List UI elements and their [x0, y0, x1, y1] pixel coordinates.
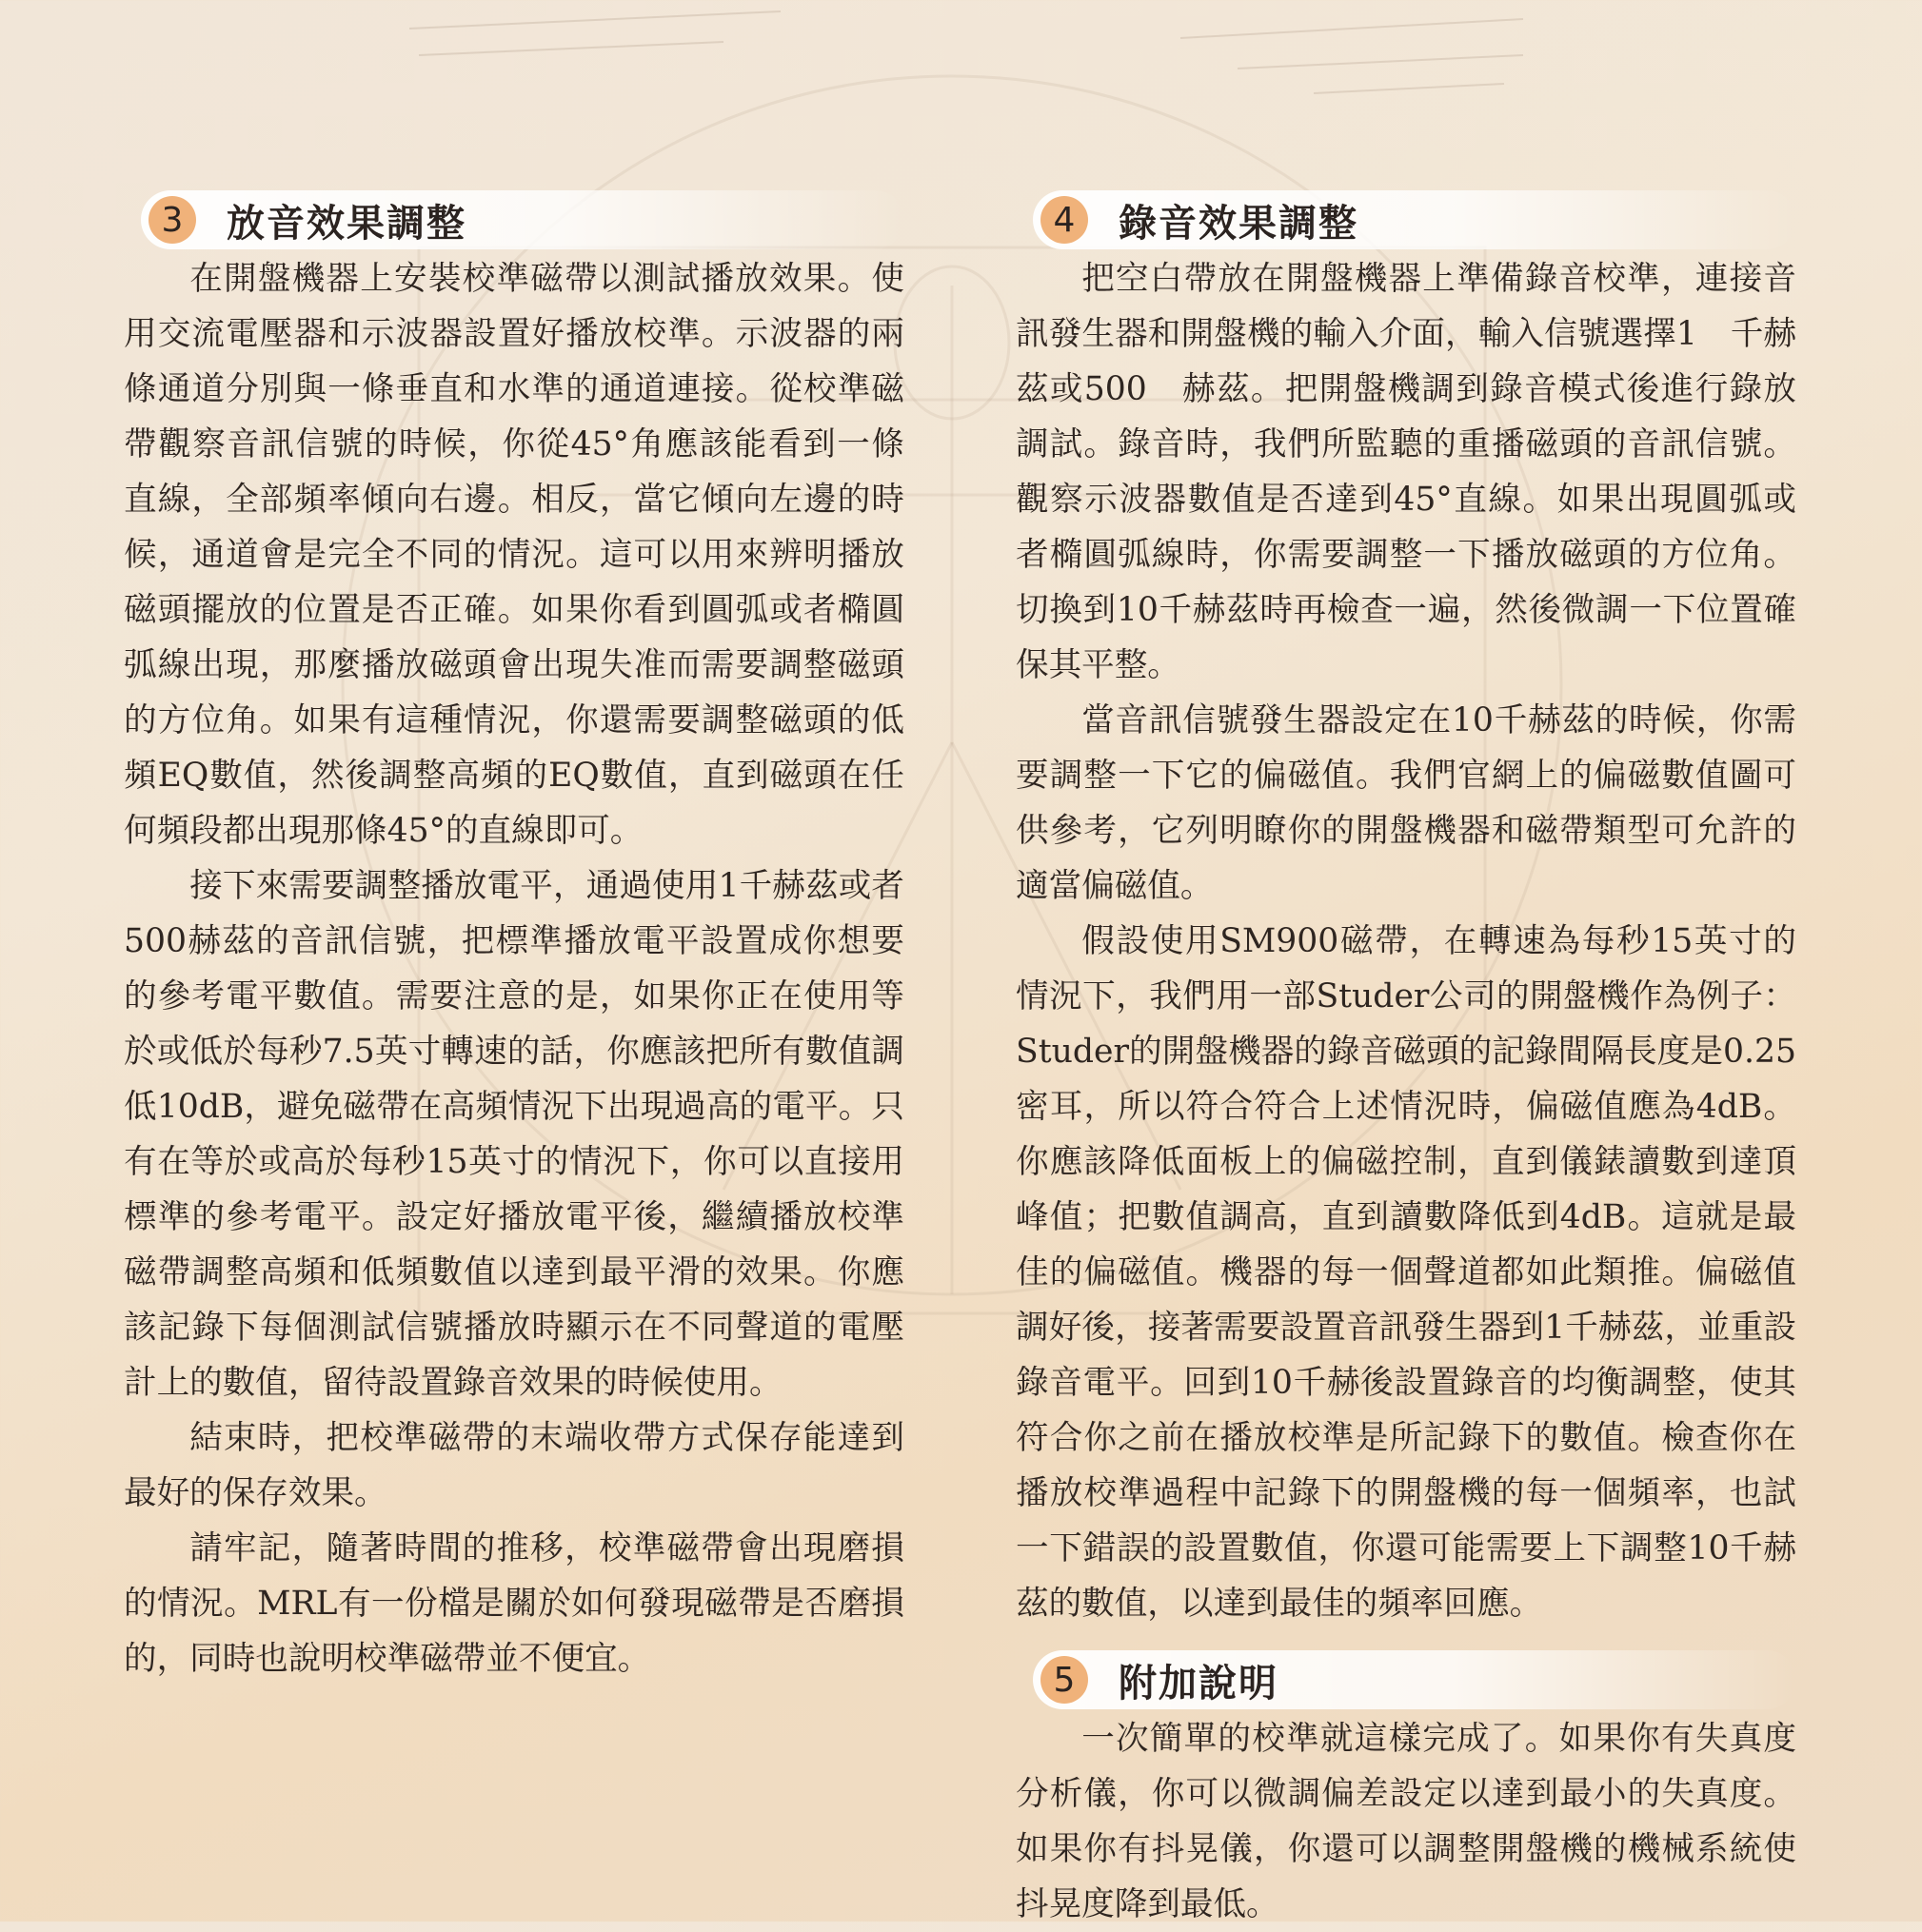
section-3-paragraph-4: 請牢記，隨著時間的推移，校準磁帶會出現磨損的情況。MRL有一份檔是關於如何發現磁帶是否磨損的，同時也說明校準磁帶並不便宜。	[124, 1529, 904, 1678]
section-3-header	[141, 190, 904, 249]
section-4-paragraph-2: 當音訊信號發生器設定在10千赫茲的時候，你需要調整一下它的偏磁值。我們官網上的偏磁數值圖可供參考，它列明瞭你的開盤機器和磁帶類型可允許的適當偏磁值。	[1016, 701, 1796, 905]
section-3-paragraph-3: 結束時，把校準磁帶的末端收帶方式保存能達到最好的保存效果。	[124, 1419, 904, 1512]
section-4-paragraph-1: 把空白帶放在開盤機器上準備錄音校準，連接音訊發生器和開盤機的輸入介面，輸入信號選擇1 千赫茲或500 赫茲。把開盤機調到錄音模式後進行錄放調試。錄音時，我們所監聽的重播磁頭的音訊信號。觀察示波器數值是否達到45°直線。如果出現圓弧或者橢圓弧線時，你需要調整一下播放磁頭的方位角。切換到10千赫茲時再檢查一遍，然後微調一下位置確保其平整。	[1016, 260, 1796, 684]
section-4-number-badge: 4	[1040, 196, 1088, 244]
section-4-column	[1016, 190, 1796, 1932]
section-4-header	[1033, 190, 1796, 249]
section-5-paragraph-1: 一次簡單的校準就這樣完成了。如果你有失真度分析儀，你可以微調偏差設定以達到最小的失真度。如果你有抖晃儀，你還可以調整開盤機的機械系統使抖晃度降到最低。	[1016, 1720, 1796, 1923]
section-4-title: 錄音效果調整	[1119, 201, 1358, 246]
section-3-paragraph-2: 接下來需要調整播放電平，通過使用1千赫茲或者500赫茲的音訊信號，把標準播放電平設置成你想要的參考電平數值。需要注意的是，如果你正在使用等於或低於每秒7.5英寸轉速的話，你應該把所有數值調低10dB，避免磁帶在高頻情況下出現過高的電平。只有在等於或高於每秒15英寸的情況下，你可以直接用標準的參考電平。設定好播放電平後，繼續播放校準磁帶調整高頻和低頻數值以達到最平滑的效果。你應該記錄下每個測試信號播放時顯示在不同聲道的電壓計上的數值，留待設置錄音效果的時候使用。	[124, 867, 904, 1402]
section-3-number-badge: 3	[149, 196, 196, 244]
section-3-column	[124, 190, 904, 1686]
section-3-paragraph-1: 在開盤機器上安裝校準磁帶以測試播放效果。使用交流電壓器和示波器設置好播放校準。示波器的兩條通道分別與一條垂直和水準的通道連接。從校準磁帶觀察音訊信號的時候，你從45°角應該能看到一條直線，全部頻率傾向右邊。相反，當它傾向左邊的時候，通道會是完全不同的情況。這可以用來辨明播放磁頭擺放的位置是否正確。如果你看到圓弧或者橢圓弧線出現，那麼播放磁頭會出現失准而需要調整磁頭的方位角。如果有這種情況，你還需要調整磁頭的低頻EQ數值，然後調整高頻的EQ數值，直到磁頭在任何頻段都出現那條45°的直線即可。	[124, 260, 904, 850]
section-3-title: 放音效果調整	[227, 201, 466, 246]
section-5-number-badge: 5	[1040, 1656, 1088, 1704]
section-5-title: 附加說明	[1119, 1661, 1278, 1705]
section-5-header	[1033, 1650, 1796, 1709]
section-4-paragraph-3: 假設使用SM900磁帶，在轉速為每秒15英寸的情況下，我們用一部Studer公司的開盤機作為例子：Studer的開盤機器的錄音磁頭的記錄間隔長度是0.25密耳，所以符合符合上述情況時，偏磁值應為4dB。你應該降低面板上的偏磁控制，直到儀錶讀數到達頂峰值；把數值調高，直到讀數降低到4dB。這就是最佳的偏磁值。機器的每一個聲道都如此類推。偏磁值調好後，接著需要設置音訊發生器到1千赫茲，並重設錄音電平。回到10千赫後設置錄音的均衡調整，使其符合你之前在播放校準是所記錄下的數值。檢查你在播放校準過程中記錄下的開盤機的每一個頻率，也試一下錯誤的設置數值，你還可能需要上下調整10千赫茲的數值，以達到最佳的頻率回應。	[1016, 922, 1796, 1623]
